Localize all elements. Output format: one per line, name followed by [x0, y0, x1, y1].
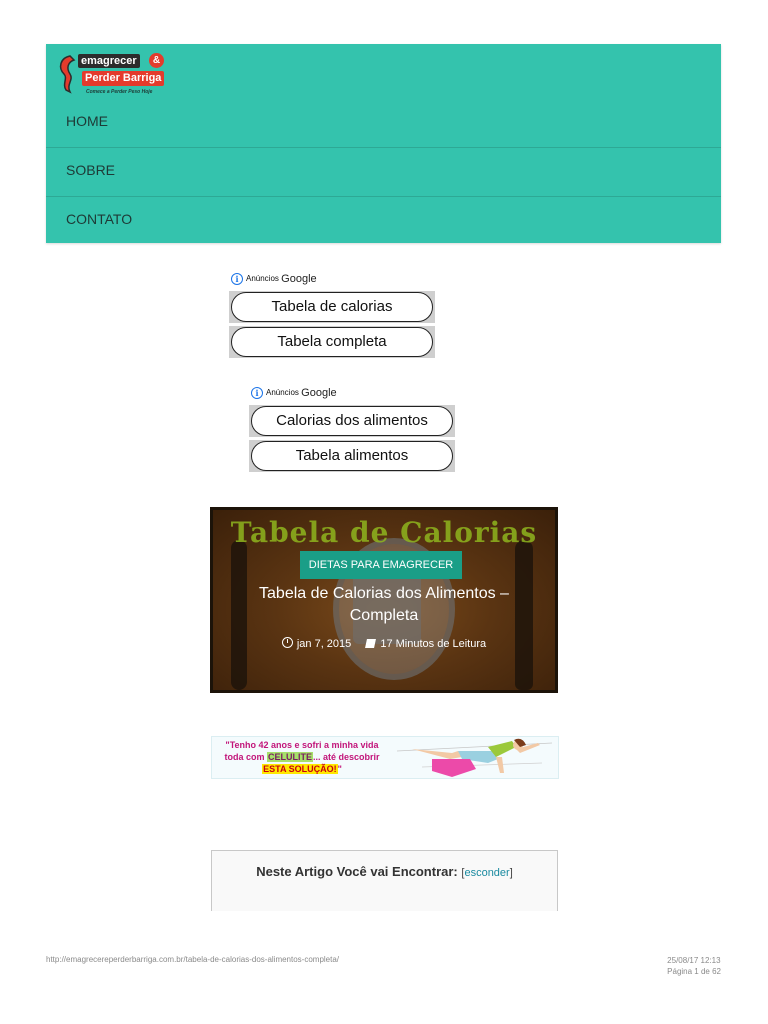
main-nav [46, 99, 721, 245]
logo-text-line2: Perder Barriga [82, 71, 164, 86]
ad-label[interactable]: i Anúncios Google [231, 272, 317, 286]
post-meta [213, 637, 555, 650]
hero-image-title: Tabela de Calorias [230, 516, 538, 549]
featured-post-hero[interactable] [210, 507, 558, 693]
print-page-number: Página 1 de 62 [667, 967, 721, 976]
print-datetime: 25/08/17 12:13 [667, 956, 721, 965]
clock-icon [282, 637, 293, 648]
nav-item-contato[interactable]: CONTATO [66, 211, 133, 227]
reading-time: 17 Minutos de Leitura [366, 638, 486, 650]
info-icon[interactable]: i [251, 387, 263, 399]
site-header [46, 44, 721, 243]
logo-text-line1: emagrecer [78, 54, 140, 68]
ad-link-button[interactable]: Tabela alimentos [249, 440, 455, 472]
nav-item-home[interactable]: HOME [46, 99, 721, 148]
google-ad-links-2 [249, 386, 457, 474]
banner-text: "Tenho 42 anos e sofri a minha vida toda com CELULITE... até descobrir ESTA SOLUÇÃO!" [224, 740, 380, 774]
toc-hide-link[interactable]: esconder [464, 867, 510, 879]
table-of-contents [211, 850, 558, 911]
google-ad-links-1 [229, 272, 437, 360]
ad-link-button[interactable]: Tabela completa [229, 326, 435, 358]
post-title[interactable]: Tabela de Calorias dos Alimentos – Completa [259, 585, 509, 624]
logo-ampersand: & [149, 53, 164, 68]
nav-item-sobre[interactable]: SOBRE [46, 148, 721, 197]
ad-link-button[interactable]: Calorias dos alimentos [249, 405, 455, 437]
info-icon[interactable]: i [231, 273, 243, 285]
yoga-woman-illustration [392, 737, 557, 778]
logo-tagline: Comece a Perder Peso Hoje [86, 89, 153, 95]
toc-toggle: [esconder] [461, 867, 513, 879]
site-logo[interactable] [56, 52, 171, 98]
toc-title: Neste Artigo Você vai Encontrar: [esconder] [256, 864, 513, 879]
post-date: jan 7, 2015 [282, 637, 351, 650]
category-badge[interactable]: DIETAS PARA EMAGRECER [300, 551, 462, 579]
ad-label[interactable]: i Anúncios Google [251, 386, 337, 400]
ad-link-button[interactable]: Tabela de calorias [229, 291, 435, 323]
hero-image [213, 510, 555, 690]
book-icon [365, 639, 376, 648]
print-footer-info [667, 955, 721, 977]
celulite-banner-ad[interactable] [211, 736, 559, 779]
print-footer-url: http://emagrecereperderbarriga.com.br/tabela-de-calorias-dos-alimentos-completa/ [46, 955, 340, 964]
